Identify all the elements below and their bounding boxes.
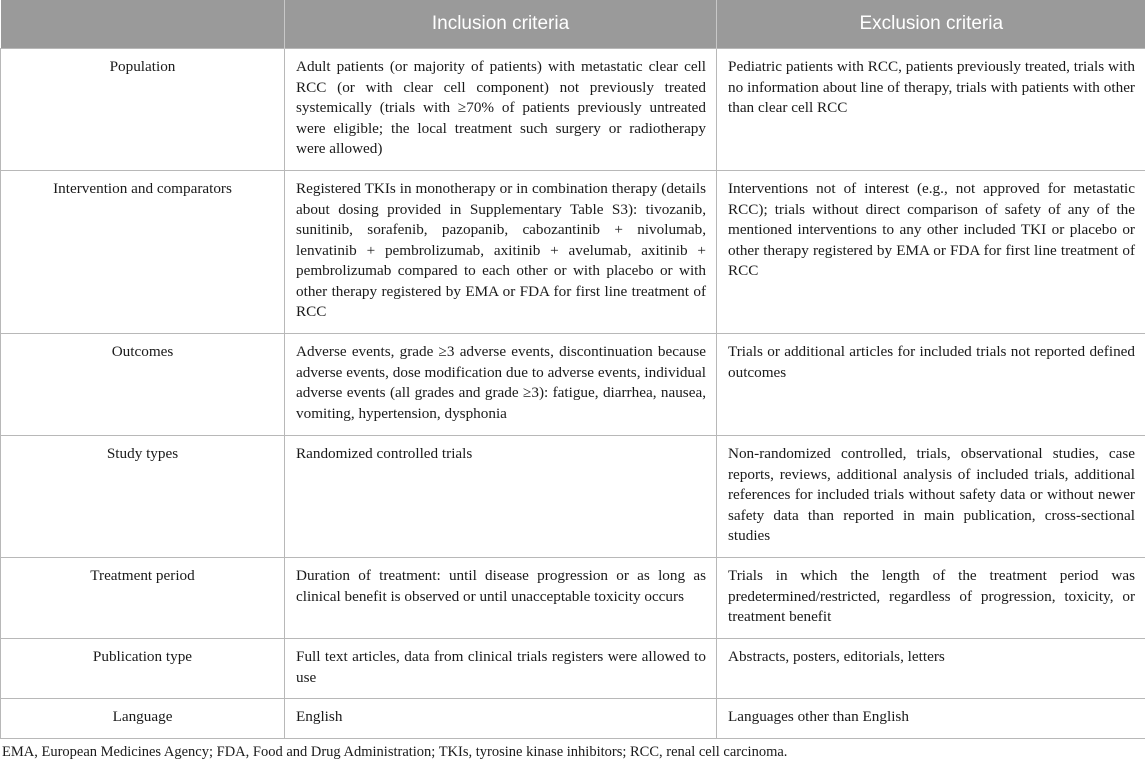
table-row	[1, 49, 1145, 171]
exclusion-cell: Interventions not of interest (e.g., not approved for metastatic RCC); trials without direct comparison of safety of any of the mentioned interventions to any other included TKI or placebo or other therapy registered by EMA or FDA for first line treatment of RCC	[717, 171, 1145, 334]
row-label: Publication type	[1, 639, 285, 699]
inclusion-cell: Adult patients (or majority of patients) with metastatic clear cell RCC (or with clear cell component) not previously treated systemically (trials with ≥70% of patients previously untreated were eligible; the local treatment such surgery or radiotherapy were allowed)	[285, 49, 717, 171]
table-row	[1, 436, 1145, 558]
table-body	[1, 49, 1145, 739]
exclusion-cell: Trials or additional articles for included trials not reported defined outcomes	[717, 334, 1145, 436]
row-label: Language	[1, 699, 285, 739]
table-row	[1, 171, 1145, 334]
table-footnote: EMA, European Medicines Agency; FDA, Food and Drug Administration; TKIs, tyrosine kinase inhibitors; RCC, renal cell carcinoma.	[0, 739, 1145, 762]
exclusion-cell: Abstracts, posters, editorials, letters	[717, 639, 1145, 699]
table-row	[1, 334, 1145, 436]
inclusion-cell: Full text articles, data from clinical trials registers were allowed to use	[285, 639, 717, 699]
row-label: Treatment period	[1, 558, 285, 639]
row-label: Study types	[1, 436, 285, 558]
table-header	[1, 0, 1145, 49]
table-row	[1, 639, 1145, 699]
exclusion-cell: Trials in which the length of the treatment period was predetermined/restricted, regardless of progression, toxicity, or treatment benefit	[717, 558, 1145, 639]
row-label: Outcomes	[1, 334, 285, 436]
inclusion-cell: English	[285, 699, 717, 739]
inclusion-cell: Duration of treatment: until disease progression or as long as clinical benefit is observed or until unacceptable toxicity occurs	[285, 558, 717, 639]
inclusion-cell: Randomized controlled trials	[285, 436, 717, 558]
inclusion-cell: Adverse events, grade ≥3 adverse events, discontinuation because adverse events, dose modification due to adverse events, individual adverse events (all grades and grade ≥3): fatigue, diarrhea, nausea, vomiting, hypertension, dysphonia	[285, 334, 717, 436]
header-inclusion-criteria: Inclusion criteria	[285, 0, 717, 49]
header-exclusion-criteria: Exclusion criteria	[717, 0, 1145, 49]
table-row	[1, 558, 1145, 639]
inclusion-cell: Registered TKIs in monotherapy or in combination therapy (details about dosing provided in Supplementary Table S3): tivozanib, sunitinib, sorafenib, pazopanib, cabozantinib + nivolumab, lenvatinib + pembrolizumab, axitinib + avelumab, axitinib + pembrolizumab compared to each other or with placebo or with other therapy registered by EMA or FDA for first line treatment of RCC	[285, 171, 717, 334]
table-row	[1, 699, 1145, 739]
exclusion-cell: Non-randomized controlled, trials, observational studies, case reports, reviews, additional analysis of included trials, additional references for included trials without safety data or without newer safety data than reported in main publication, cross-sectional studies	[717, 436, 1145, 558]
header-blank-cell	[1, 0, 285, 49]
exclusion-cell: Pediatric patients with RCC, patients previously treated, trials with no information about line of therapy, trials with patients with other than clear cell RCC	[717, 49, 1145, 171]
row-label: Population	[1, 49, 285, 171]
exclusion-cell: Languages other than English	[717, 699, 1145, 739]
header-row	[1, 0, 1145, 49]
row-label: Intervention and comparators	[1, 171, 285, 334]
